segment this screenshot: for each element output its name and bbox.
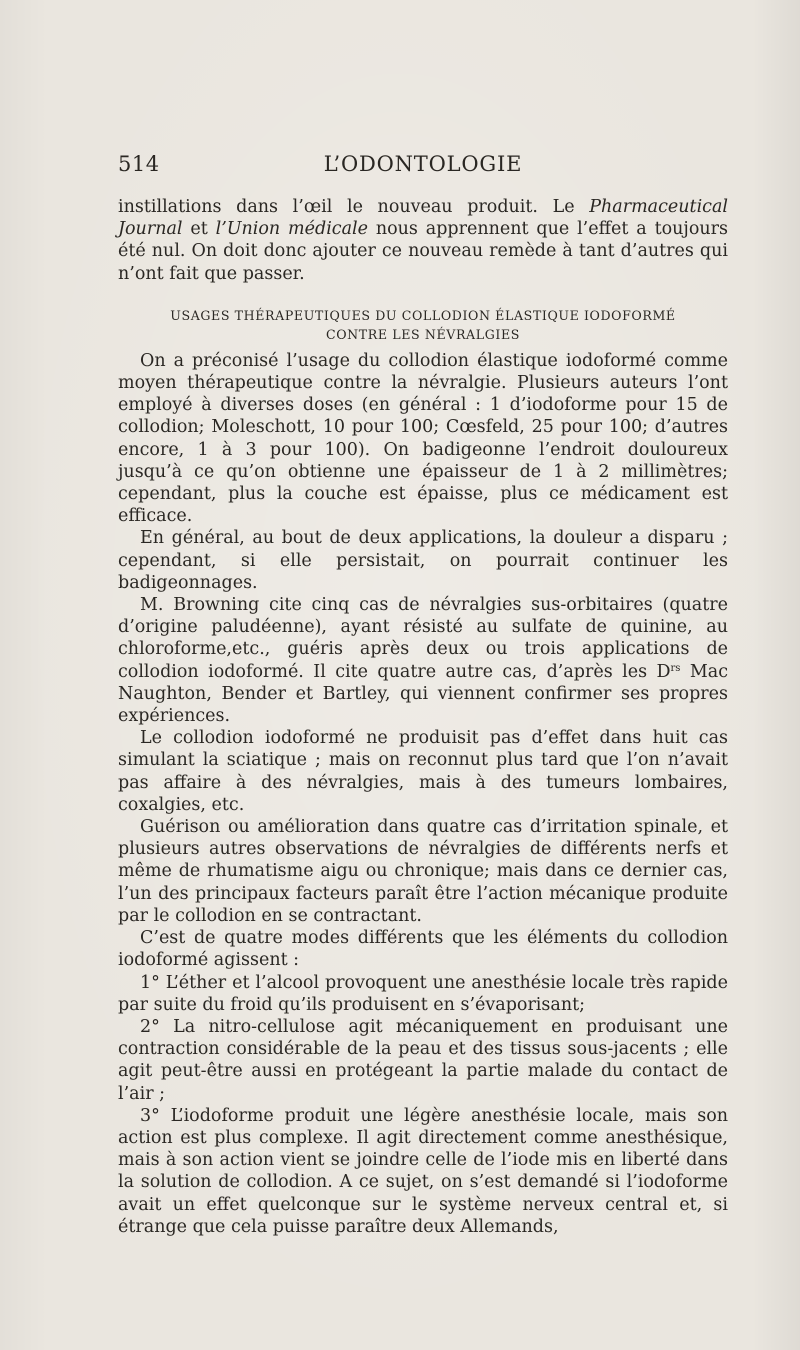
list-item-ether-alcohol: 1° L’éther et l’alcool provoquent une anesthésie locale très rapide par suite du froid qu’ils produisent en s’évaporisant; — [118, 972, 728, 1015]
list-item-nitro-cellulose: 2° La nitro-cellulose agit mécaniquement en produisant une contraction considérable de la peau et des tissus sous-jacents ; elle agit peut-être aussi en protégeant la partie malade du contact de l’air ; — [118, 1016, 728, 1104]
paragraph-spinal-irritation: Guérison ou amélioration dans quatre cas d’irritation spinale, et plusieurs autres observations de névralgies de différents nerfs et même de rhumatisme aigu ou chronique; mais dans ce dernier cas, l’un des principaux facteurs paraît être l’action mécanique produite par le collodion en se contractant. — [118, 817, 728, 926]
intro-paragraph — [118, 196, 728, 285]
doctors-abbreviation-superscript: rs — [670, 662, 681, 674]
intro-text-3: nous apprennent que l’effet a toujours été nul. On doit donc ajouter ce nouveau remède à tant d’autres qui n’ont fait que passer. — [118, 219, 728, 284]
page-body — [118, 196, 728, 1238]
intro-text-2: et — [182, 219, 216, 240]
page-number: 514 — [118, 152, 160, 176]
list-item-iodoform: 3° L’iodoforme produit une légère anesthésie locale, mais son action est plus complexe. Il agit directement comme anesthésique, mais à son action vient se joindre celle de l’iode mis en liberté dans la solution de collodion. A ce sujet, on s’est demandé si l’iodoforme avait un effet quelconque sur le système nerveux central et, si étrange que cela puisse paraître deux Allemands, — [118, 1105, 728, 1237]
journal-title-union-medicale: l’Union médicale — [215, 219, 368, 240]
section-heading-line-2: CONTRE LES NÉVRALGIES — [326, 326, 520, 342]
paragraph-sciatica: Le collodion iodoformé ne produisit pas d’effet dans huit cas simulant la sciatique ; mais on reconnut plus tard que l’on n’avait pas affaire à des névralgies, mais à des tumeurs lombaires, coxalgies, etc. — [118, 728, 728, 815]
paragraph-browning — [118, 594, 728, 727]
paragraph-results: En général, au bout de deux applications, la douleur a disparu ; cependant, si elle persistait, on pourrait continuer les badigeonnages. — [118, 528, 728, 593]
paragraph-four-modes: C’est de quatre modes différents que les éléments du collodion iodoformé agissent : — [118, 928, 728, 971]
intro-text-1: instillations dans l’œil le nouveau produit. Le — [118, 197, 590, 217]
paragraph-browning-text-end: Mac Naughton, Bender et Bartley, qui viennent confirmer ses propres expériences. — [118, 661, 728, 727]
page-header — [118, 152, 728, 180]
paragraph-usage: On a préconisé l’usage du collodion élastique iodoformé comme moyen thérapeutique contre la névralgie. Plusieurs auteurs l’ont employé à diverses doses (en général : 1 d’iodoforme pour 15 de collodion; Moleschott, 10 pour 100; Cœsfeld, 25 pour 100; d’autres encore, 1 à 3 pour 100). On badigeonne l’endroit douloureux jusqu’à ce qu’on obtienne une épaisseur de 1 à 2 millimètres; cependant, plus la couche est épaisse, plus ce médicament est efficace. — [118, 350, 728, 527]
paragraph-browning-text: M. Browning cite cinq cas de névralgies sus-orbitaires (quatre d’origine paludéenne), ayant résisté au sulfate de quinine, au chloroforme,etc., guéris après deux ou trois applications de collodion iodoformé. Il cite quatre autre cas, d’après les D — [118, 595, 728, 682]
running-title: L’ODONTOLOGIE — [323, 152, 523, 176]
journal-title-pharmaceutical: Pharmaceutical Journal — [118, 197, 728, 240]
section-heading-line-1: USAGES THÉRAPEUTIQUES DU COLLODION ÉLASTIQUE IODOFORMÉ — [170, 307, 676, 323]
section-heading — [118, 306, 728, 344]
